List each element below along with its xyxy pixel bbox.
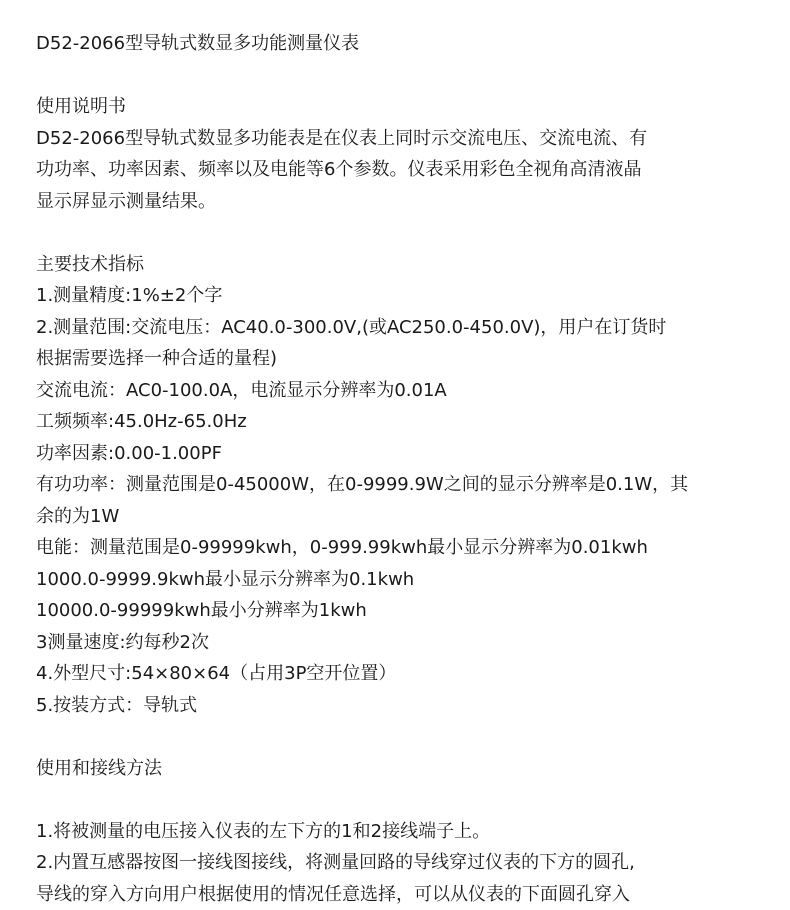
manual-heading: 使用说明书	[36, 96, 126, 117]
specs-heading: 主要技术指标	[36, 253, 144, 275]
spec-line: 4.外型尺寸:54×80×64（占用3P空开位置）	[36, 663, 397, 684]
spec-line: 10000.0-99999kwh最小分辨率为1kwh	[36, 600, 367, 621]
spec-line: 2.测量范围:交流电压：AC40.0-300.0V,(或AC250.0-450.0V)，用户在订货时	[36, 316, 667, 338]
spec-line: 有功功率：测量范围是0-45000W，在0-9999.9W之间的显示分辨率是0.1W，其	[36, 474, 689, 495]
spec-line: 5.按装方式：导轨式	[36, 694, 198, 716]
wiring-line: 1.将被测量的电压接入仪表的左下方的1和2接线端子上。	[36, 820, 491, 842]
manual-line: 显示屏显示测量结果。	[36, 190, 216, 212]
spec-line: 3测量速度:约每秒2次	[36, 631, 209, 653]
spacer	[36, 721, 756, 753]
document-title: D52-2066型导轨式数显多功能测量仪表	[36, 33, 360, 54]
spec-line: 1000.0-9999.9kwh最小显示分辨率为0.1kwh	[36, 568, 415, 590]
document-page	[36, 28, 756, 910]
spec-line: 根据需要选择一种合适的量程)	[36, 348, 278, 369]
spec-line: 工频频率:45.0Hz-65.0Hz	[36, 411, 247, 432]
spec-line: 交流电流：AC0-100.0A，电流显示分辨率为0.01A	[36, 379, 447, 401]
spacer	[36, 60, 756, 92]
spacer	[36, 784, 756, 816]
spacer	[36, 217, 756, 249]
manual-line: 功功率、功率因素、频率以及电能等6个参数。仪表采用彩色全视角高清液晶	[36, 159, 642, 180]
wiring-heading: 使用和接线方法	[36, 757, 162, 779]
manual-line: D52-2066型导轨式数显多功能表是在仪表上同时示交流电压、交流电流、有	[36, 127, 648, 149]
spec-line: 电能：测量范围是0-99999kwh，0-999.99kwh最小显示分辨率为0.01kwh	[36, 537, 648, 558]
spec-line: 1.测量精度:1%±2个字	[36, 285, 223, 306]
wiring-line: 导线的穿入方向用户根据使用的情况任意选择，可以从仪表的下面圆孔穿入	[36, 883, 630, 905]
wiring-line: 2.内置互感器按图一接线图接线，将测量回路的导线穿过仪表的下方的圆孔,	[36, 852, 635, 873]
spec-line: 余的为1W	[36, 505, 120, 527]
spec-line: 功率因素:0.00-1.00PF	[36, 442, 222, 464]
